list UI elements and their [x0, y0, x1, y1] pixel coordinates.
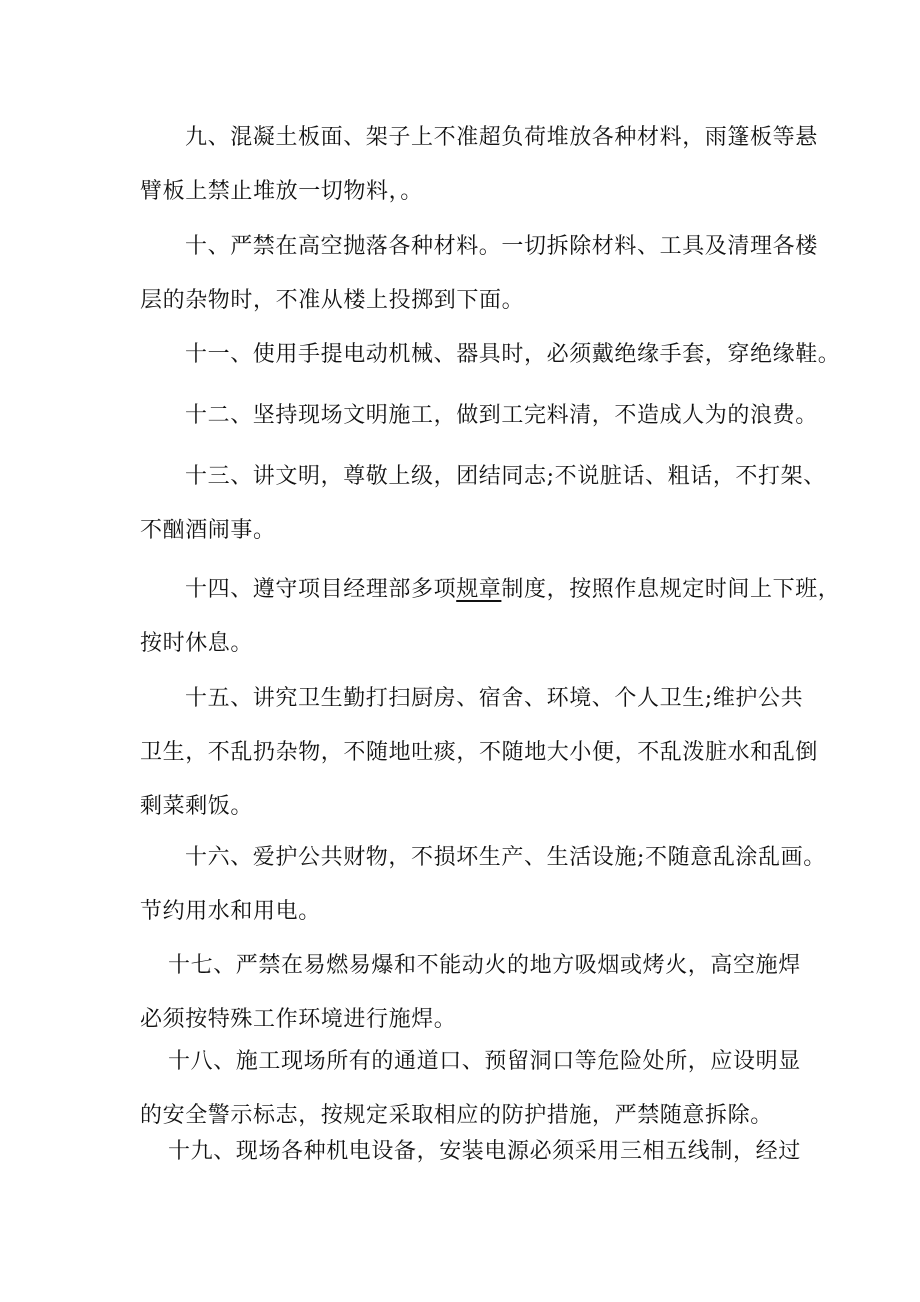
paragraph-11: [185, 328, 840, 382]
paragraph-line: 十九、现场各种机电设备，安装电源必须采用三相五线制，经过: [168, 1139, 801, 1164]
paragraph-line: 层的杂物时，不准从楼上投掷到下面。: [140, 288, 525, 313]
paragraph-16: [140, 831, 826, 939]
paragraph-line: 十五、讲究卫生勤打扫厨房、宿舍、环境、个人卫生;维护公共: [185, 686, 804, 711]
paragraph-17: [140, 939, 801, 1047]
paragraph-text: 十四、遵守项目经理部多项: [185, 577, 457, 602]
paragraph-9: [140, 111, 818, 219]
paragraph-13: [140, 450, 826, 558]
paragraph-line: 必须按特殊工作环境进行施焊。: [140, 1007, 457, 1032]
paragraph-line: [140, 563, 840, 617]
paragraph-line: 十七、严禁在易燃易爆和不能动火的地方吸烟或烤火，高空施焊: [168, 953, 801, 978]
paragraph-line: 节约用水和用电。: [140, 899, 321, 924]
paragraph-line: 不酗酒闹事。: [140, 518, 276, 543]
paragraph-line: 九、混凝土板面、架子上不准超负荷堆放各种材料，雨篷板等悬: [185, 125, 818, 150]
paragraph-line: 臂板上禁止堆放一切物料，。: [140, 179, 423, 204]
paragraph-line: 卫生，不乱扔杂物，不随地吐痰，不随地大小便，不乱泼脏水和乱倒: [140, 740, 819, 765]
paragraph-14: [140, 563, 840, 671]
paragraph-10: [140, 220, 818, 328]
paragraph-15: [140, 672, 818, 834]
paragraph-line: 的安全警示标志，按规定采取相应的防护措施，严禁随意拆除。: [140, 1103, 773, 1128]
paragraph-12: [185, 389, 818, 443]
paragraph-line: 十三、讲文明，尊敬上级，团结同志;不说脏话、粗话，不打架、: [185, 464, 826, 489]
paragraph-line: 十二、坚持现场文明施工，做到工完料清，不造成人为的浪费。: [185, 403, 818, 428]
underlined-term: 规章: [456, 577, 502, 602]
paragraph-text: 制度，按照作息规定时间上下班，: [501, 577, 841, 602]
paragraph-line: 十、严禁在高空抛落各种材料。一切拆除材料、工具及清理各楼: [185, 234, 818, 259]
paragraph-line: 十八、施工现场所有的通道口、预留洞口等危险处所，应设明显: [168, 1049, 801, 1074]
paragraph-line: 十六、爱护公共财物，不损坏生产、生活设施;不随意乱涂乱画。: [185, 845, 826, 870]
paragraph-line: 按时休息。: [140, 631, 254, 656]
paragraph-line: 十一、使用手提电动机械、器具时，必须戴绝缘手套，穿绝缘鞋。: [185, 342, 841, 367]
paragraph-19: [168, 1125, 801, 1179]
paragraph-line: 剩菜剩饭。: [140, 794, 254, 819]
